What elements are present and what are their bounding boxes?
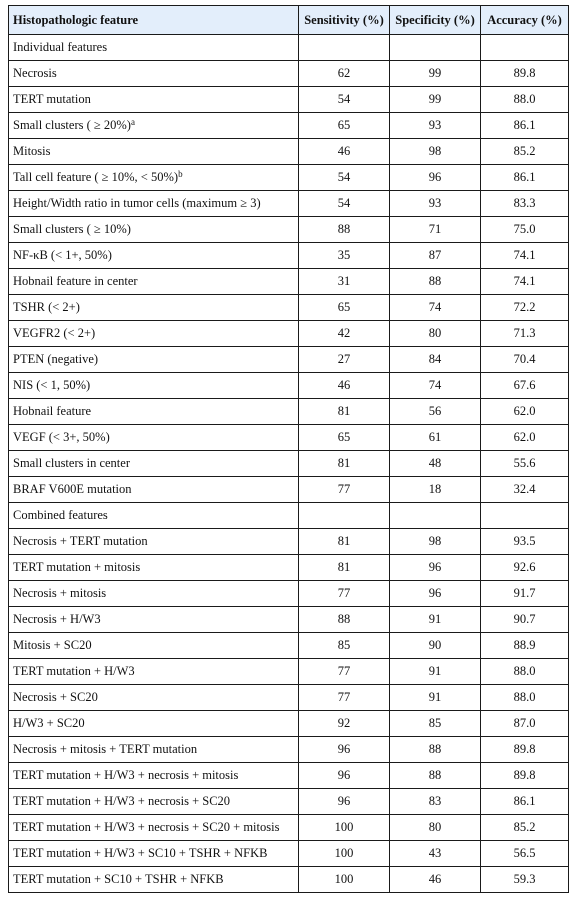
table-row <box>9 243 569 269</box>
specificity-cell: 90 <box>390 633 481 659</box>
data-table <box>8 5 569 893</box>
sensitivity-cell: 31 <box>299 269 390 295</box>
specificity-cell: 96 <box>390 581 481 607</box>
sensitivity-cell: 27 <box>299 347 390 373</box>
accuracy-cell: 89.8 <box>481 763 569 789</box>
sensitivity-cell: 42 <box>299 321 390 347</box>
feature-label: Necrosis + H/W3 <box>13 612 101 626</box>
sensitivity-cell: 77 <box>299 581 390 607</box>
feature-label: Necrosis + mitosis <box>13 586 107 600</box>
accuracy-cell: 71.3 <box>481 321 569 347</box>
feature-cell <box>9 477 299 503</box>
sensitivity-cell: 35 <box>299 243 390 269</box>
feature-label: VEGF (< 3+, 50%) <box>13 430 110 444</box>
feature-label: Necrosis + TERT mutation <box>13 534 148 548</box>
feature-cell <box>9 165 299 191</box>
feature-cell <box>9 321 299 347</box>
accuracy-cell: 75.0 <box>481 217 569 243</box>
sensitivity-cell: 85 <box>299 633 390 659</box>
feature-cell <box>9 295 299 321</box>
table-row <box>9 217 569 243</box>
accuracy-cell: 91.7 <box>481 581 569 607</box>
feature-cell <box>9 529 299 555</box>
accuracy-cell: 92.6 <box>481 555 569 581</box>
header-row <box>9 6 569 35</box>
sensitivity-cell: 100 <box>299 815 390 841</box>
feature-label: TERT mutation + H/W3 + necrosis + SC20 + mitosis <box>13 820 280 834</box>
specificity-cell: 48 <box>390 451 481 477</box>
specificity-cell: 91 <box>390 685 481 711</box>
table-row <box>9 321 569 347</box>
feature-cell <box>9 711 299 737</box>
feature-label: Necrosis <box>13 66 57 80</box>
sensitivity-cell: 96 <box>299 789 390 815</box>
feature-label: Small clusters ( ≥ 10%) <box>13 222 131 236</box>
feature-label: NIS (< 1, 50%) <box>13 378 91 392</box>
feature-cell <box>9 425 299 451</box>
feature-cell <box>9 399 299 425</box>
sensitivity-cell: 65 <box>299 425 390 451</box>
accuracy-cell: 89.8 <box>481 737 569 763</box>
table-row <box>9 87 569 113</box>
table-row <box>9 191 569 217</box>
accuracy-cell: 93.5 <box>481 529 569 555</box>
accuracy-cell: 83.3 <box>481 191 569 217</box>
feature-label: Small clusters ( ≥ 20%) <box>13 118 131 132</box>
specificity-cell: 83 <box>390 789 481 815</box>
specificity-cell: 93 <box>390 191 481 217</box>
sensitivity-cell: 96 <box>299 763 390 789</box>
section-label <box>9 503 299 529</box>
specificity-cell <box>390 503 481 529</box>
table-row <box>9 113 569 139</box>
specificity-cell: 98 <box>390 529 481 555</box>
accuracy-cell: 88.0 <box>481 685 569 711</box>
table-row <box>9 737 569 763</box>
header-specificity: Specificity (%) <box>390 6 481 35</box>
accuracy-cell: 62.0 <box>481 399 569 425</box>
table-body <box>9 35 569 893</box>
feature-label: Necrosis + SC20 <box>13 690 98 704</box>
sensitivity-cell: 46 <box>299 139 390 165</box>
table-row <box>9 451 569 477</box>
specificity-cell: 18 <box>390 477 481 503</box>
accuracy-cell: 74.1 <box>481 269 569 295</box>
accuracy-cell: 62.0 <box>481 425 569 451</box>
specificity-cell: 88 <box>390 737 481 763</box>
table-row <box>9 711 569 737</box>
table-row <box>9 269 569 295</box>
accuracy-cell: 72.2 <box>481 295 569 321</box>
feature-label: BRAF V600E mutation <box>13 482 132 496</box>
specificity-cell: 56 <box>390 399 481 425</box>
feature-cell <box>9 763 299 789</box>
accuracy-cell: 90.7 <box>481 607 569 633</box>
table-row <box>9 607 569 633</box>
section-row <box>9 503 569 529</box>
feature-label: TERT mutation <box>13 92 91 106</box>
sensitivity-cell: 62 <box>299 61 390 87</box>
feature-label: TERT mutation + H/W3 + necrosis + SC20 <box>13 794 231 808</box>
accuracy-cell: 86.1 <box>481 789 569 815</box>
table-row <box>9 529 569 555</box>
accuracy-cell: 89.8 <box>481 61 569 87</box>
sensitivity-cell: 100 <box>299 867 390 893</box>
table-row <box>9 633 569 659</box>
header-feature: Histopathologic feature <box>9 6 299 35</box>
specificity-cell: 85 <box>390 711 481 737</box>
feature-label: Combined features <box>13 508 108 522</box>
table-row <box>9 763 569 789</box>
accuracy-cell: 32.4 <box>481 477 569 503</box>
feature-label: TERT mutation + mitosis <box>13 560 141 574</box>
sensitivity-cell <box>299 35 390 61</box>
table-row <box>9 841 569 867</box>
feature-cell <box>9 451 299 477</box>
feature-label: Height/Width ratio in tumor cells (maximum ≥ 3) <box>13 196 261 210</box>
feature-label: Individual features <box>13 40 108 54</box>
accuracy-cell <box>481 503 569 529</box>
specificity-cell: 99 <box>390 87 481 113</box>
table-row <box>9 581 569 607</box>
feature-cell <box>9 815 299 841</box>
accuracy-cell: 86.1 <box>481 165 569 191</box>
sensitivity-cell: 81 <box>299 529 390 555</box>
table-row <box>9 165 569 191</box>
feature-label: TERT mutation + SC10 + TSHR + NFKB <box>13 872 224 886</box>
feature-label: Small clusters in center <box>13 456 130 470</box>
table-row <box>9 867 569 893</box>
feature-label: TERT mutation + H/W3 <box>13 664 135 678</box>
table-row <box>9 399 569 425</box>
feature-cell <box>9 607 299 633</box>
table-row <box>9 295 569 321</box>
feature-cell <box>9 61 299 87</box>
feature-cell <box>9 685 299 711</box>
sensitivity-cell: 77 <box>299 659 390 685</box>
accuracy-cell: 85.2 <box>481 815 569 841</box>
accuracy-cell: 88.0 <box>481 87 569 113</box>
specificity-cell: 96 <box>390 555 481 581</box>
sensitivity-cell: 81 <box>299 399 390 425</box>
sensitivity-cell: 96 <box>299 737 390 763</box>
specificity-cell <box>390 35 481 61</box>
feature-cell <box>9 867 299 893</box>
specificity-cell: 99 <box>390 61 481 87</box>
feature-label: VEGFR2 (< 2+) <box>13 326 96 340</box>
feature-cell <box>9 373 299 399</box>
specificity-cell: 71 <box>390 217 481 243</box>
feature-cell <box>9 243 299 269</box>
header-accuracy: Accuracy (%) <box>481 6 569 35</box>
sensitivity-cell: 54 <box>299 191 390 217</box>
accuracy-cell <box>481 35 569 61</box>
accuracy-cell: 88.9 <box>481 633 569 659</box>
specificity-cell: 74 <box>390 295 481 321</box>
accuracy-cell: 56.5 <box>481 841 569 867</box>
footnote-marker: b <box>178 169 183 179</box>
accuracy-cell: 87.0 <box>481 711 569 737</box>
specificity-cell: 88 <box>390 269 481 295</box>
footnote-marker: a <box>130 117 135 127</box>
accuracy-cell: 70.4 <box>481 347 569 373</box>
table-row <box>9 373 569 399</box>
specificity-cell: 61 <box>390 425 481 451</box>
section-row <box>9 35 569 61</box>
specificity-cell: 91 <box>390 607 481 633</box>
specificity-cell: 84 <box>390 347 481 373</box>
specificity-cell: 93 <box>390 113 481 139</box>
specificity-cell: 74 <box>390 373 481 399</box>
accuracy-cell: 55.6 <box>481 451 569 477</box>
accuracy-cell: 85.2 <box>481 139 569 165</box>
feature-cell <box>9 581 299 607</box>
feature-label: TSHR (< 2+) <box>13 300 80 314</box>
specificity-cell: 80 <box>390 321 481 347</box>
sensitivity-cell: 100 <box>299 841 390 867</box>
table-row <box>9 61 569 87</box>
table-header <box>9 6 569 35</box>
table-row <box>9 789 569 815</box>
feature-label: Mitosis + SC20 <box>13 638 92 652</box>
sensitivity-cell: 65 <box>299 113 390 139</box>
sensitivity-cell: 54 <box>299 87 390 113</box>
sensitivity-cell: 92 <box>299 711 390 737</box>
feature-label: Necrosis + mitosis + TERT mutation <box>13 742 198 756</box>
feature-cell <box>9 217 299 243</box>
header-sensitivity: Sensitivity (%) <box>299 6 390 35</box>
accuracy-cell: 86.1 <box>481 113 569 139</box>
accuracy-cell: 74.1 <box>481 243 569 269</box>
feature-label: Tall cell feature ( ≥ 10%, < 50%) <box>13 170 179 184</box>
feature-label: Mitosis <box>13 144 51 158</box>
sensitivity-cell: 65 <box>299 295 390 321</box>
feature-label: PTEN (negative) <box>13 352 99 366</box>
table-row <box>9 139 569 165</box>
specificity-cell: 91 <box>390 659 481 685</box>
sensitivity-cell: 54 <box>299 165 390 191</box>
specificity-cell: 88 <box>390 763 481 789</box>
table-row <box>9 477 569 503</box>
table-row <box>9 555 569 581</box>
section-label <box>9 35 299 61</box>
feature-cell <box>9 87 299 113</box>
specificity-cell: 87 <box>390 243 481 269</box>
sensitivity-cell: 81 <box>299 451 390 477</box>
specificity-cell: 98 <box>390 139 481 165</box>
accuracy-cell: 88.0 <box>481 659 569 685</box>
feature-cell <box>9 789 299 815</box>
feature-cell <box>9 269 299 295</box>
table-row <box>9 685 569 711</box>
accuracy-cell: 67.6 <box>481 373 569 399</box>
feature-cell <box>9 633 299 659</box>
feature-cell <box>9 113 299 139</box>
sensitivity-cell: 77 <box>299 477 390 503</box>
sensitivity-cell <box>299 503 390 529</box>
feature-label: Hobnail feature <box>13 404 92 418</box>
feature-cell <box>9 659 299 685</box>
specificity-cell: 43 <box>390 841 481 867</box>
table-row <box>9 815 569 841</box>
feature-cell <box>9 191 299 217</box>
sensitivity-cell: 88 <box>299 217 390 243</box>
feature-label: H/W3 + SC20 <box>13 716 85 730</box>
sensitivity-cell: 77 <box>299 685 390 711</box>
table-row <box>9 659 569 685</box>
table-row <box>9 347 569 373</box>
feature-label: NF-κB (< 1+, 50%) <box>13 248 112 262</box>
table-row <box>9 425 569 451</box>
feature-cell <box>9 139 299 165</box>
feature-cell <box>9 841 299 867</box>
feature-cell <box>9 347 299 373</box>
specificity-cell: 96 <box>390 165 481 191</box>
specificity-cell: 46 <box>390 867 481 893</box>
sensitivity-cell: 88 <box>299 607 390 633</box>
feature-label: Hobnail feature in center <box>13 274 138 288</box>
feature-label: TERT mutation + H/W3 + SC10 + TSHR + NFKB <box>13 846 268 860</box>
sensitivity-cell: 46 <box>299 373 390 399</box>
feature-label: TERT mutation + H/W3 + necrosis + mitosis <box>13 768 239 782</box>
accuracy-cell: 59.3 <box>481 867 569 893</box>
specificity-cell: 80 <box>390 815 481 841</box>
sensitivity-cell: 81 <box>299 555 390 581</box>
feature-cell <box>9 737 299 763</box>
feature-cell <box>9 555 299 581</box>
